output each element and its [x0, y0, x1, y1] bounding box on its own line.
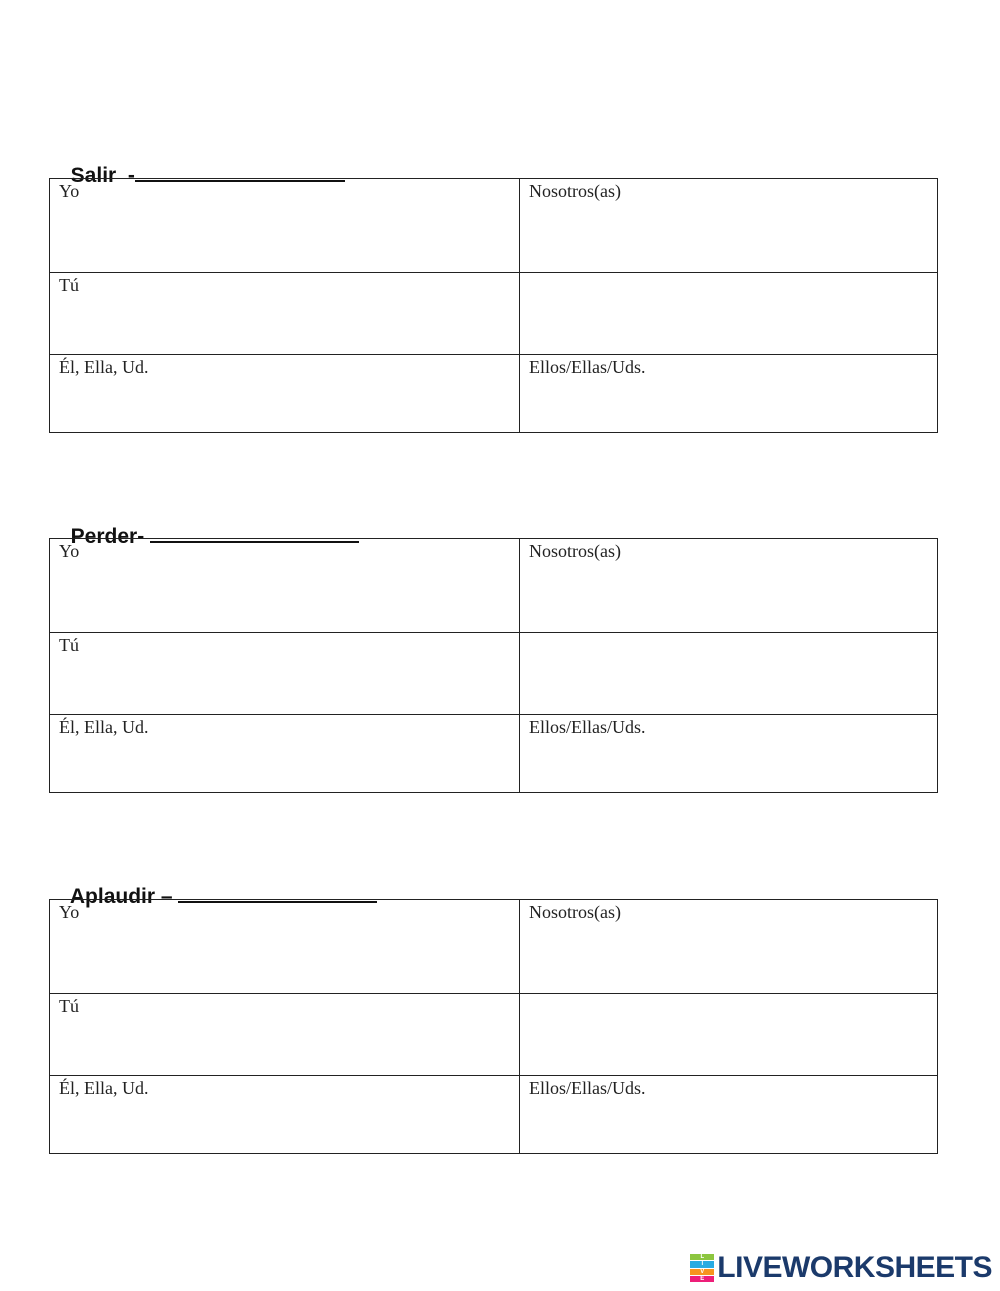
liveworksheets-logo-icon	[690, 1254, 714, 1282]
cell-el-ella-ud[interactable]: Él, Ella, Ud.	[50, 715, 520, 793]
logo-letter: E	[690, 1276, 714, 1282]
verb-heading-text: Perder-	[70, 525, 151, 548]
cell-tu[interactable]: Tú	[50, 994, 520, 1076]
cell-tu[interactable]: Tú	[50, 633, 520, 715]
cell-vosotros[interactable]	[520, 994, 938, 1076]
cell-vosotros[interactable]	[520, 273, 938, 355]
logo-letter: I	[690, 1261, 714, 1267]
verb-heading-text: Aplaudir –	[69, 885, 179, 908]
cell-vosotros[interactable]	[520, 633, 938, 715]
logo-letter: V	[690, 1269, 714, 1275]
cell-el-ella-ud[interactable]: Él, Ella, Ud.	[50, 355, 520, 433]
verb-heading-text: Salir -	[70, 164, 135, 187]
cell-ellos-ellas-uds[interactable]: Ellos/Ellas/Uds.	[520, 715, 938, 793]
cell-ellos-ellas-uds[interactable]: Ellos/Ellas/Uds.	[520, 1076, 938, 1154]
cell-yo[interactable]: Yo	[50, 900, 520, 994]
cell-yo[interactable]: Yo	[50, 179, 520, 273]
cell-nosotros[interactable]: Nosotros(as)	[520, 539, 938, 633]
cell-nosotros[interactable]: Nosotros(as)	[520, 900, 938, 994]
cell-nosotros[interactable]: Nosotros(as)	[520, 179, 938, 273]
cell-yo[interactable]: Yo	[50, 539, 520, 633]
brand-name: LIVEWORKSHEETS	[717, 1251, 992, 1284]
cell-el-ella-ud[interactable]: Él, Ella, Ud.	[50, 1076, 520, 1154]
cell-tu[interactable]: Tú	[50, 273, 520, 355]
liveworksheets-brand	[690, 1253, 992, 1283]
cell-ellos-ellas-uds[interactable]: Ellos/Ellas/Uds.	[520, 355, 938, 433]
logo-letter: L	[690, 1254, 714, 1260]
